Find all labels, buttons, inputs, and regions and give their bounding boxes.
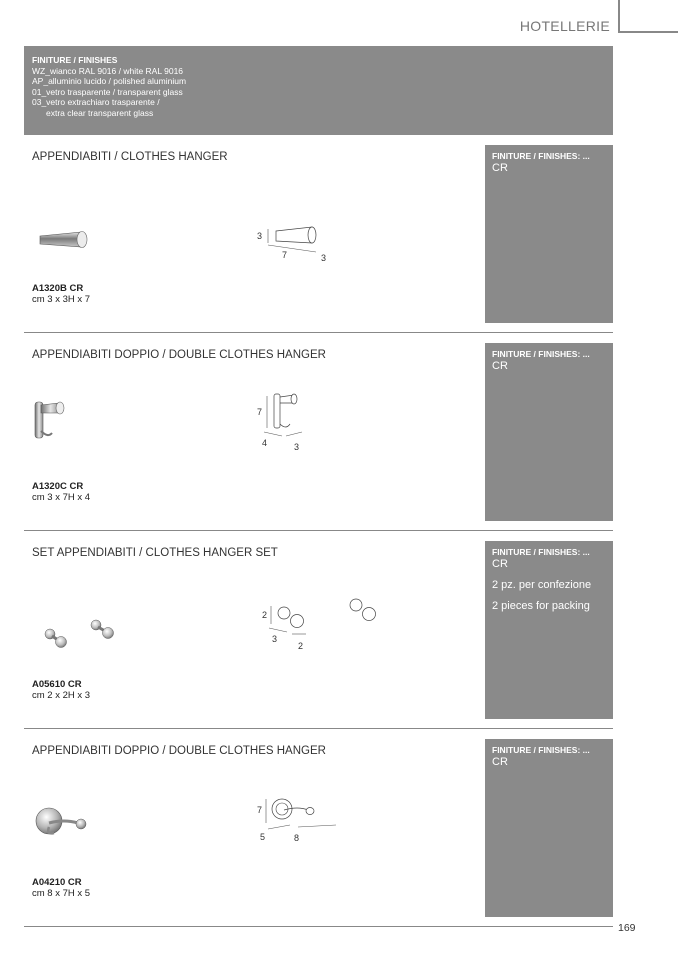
finishes-title: FINITURE / FINISHES bbox=[32, 55, 118, 65]
dim-label: 3 bbox=[257, 231, 263, 241]
hook-hanger-photo-icon bbox=[32, 395, 77, 445]
product-section bbox=[24, 541, 613, 721]
finishes-box bbox=[24, 46, 613, 135]
dim-label: 3 bbox=[321, 253, 327, 263]
straight-hanger-photo-icon bbox=[34, 225, 94, 255]
section-divider bbox=[24, 728, 613, 729]
finish-title: FINITURE / FINISHES: ... bbox=[492, 151, 590, 161]
packing-note: 2 pieces for packing bbox=[492, 600, 590, 612]
page-number: 169 bbox=[618, 922, 636, 934]
product-dimensions: cm 3 x 7H x 4 bbox=[32, 492, 91, 503]
product-dimensions: cm 3 x 3H x 7 bbox=[32, 294, 91, 305]
dim-label: 5 bbox=[260, 832, 266, 842]
section-divider bbox=[24, 332, 613, 333]
dim-label: 3 bbox=[272, 634, 278, 644]
product-title: APPENDIABITI DOPPIO / DOUBLE CLOTHES HANGER bbox=[32, 349, 326, 361]
product-title: APPENDIABITI DOPPIO / DOUBLE CLOTHES HANGER bbox=[32, 745, 326, 757]
product-dimensions: cm 2 x 2H x 3 bbox=[32, 690, 91, 701]
finish-value: CR bbox=[492, 162, 508, 174]
finish-sidebar bbox=[485, 145, 613, 323]
dim-label: 8 bbox=[294, 833, 300, 843]
product-title: APPENDIABITI / CLOTHES HANGER bbox=[32, 151, 228, 163]
finish-sidebar bbox=[485, 541, 613, 719]
finish-title: FINITURE / FINISHES: ... bbox=[492, 349, 590, 359]
dim-label: 7 bbox=[282, 250, 288, 260]
product-code: A1320B CR bbox=[32, 283, 84, 294]
header-tab-decoration bbox=[618, 0, 678, 33]
product-code: A04210 CR bbox=[32, 877, 82, 888]
hook-hanger-drawing-icon bbox=[254, 388, 324, 458]
finish-value: CR bbox=[492, 558, 508, 570]
dim-label: 2 bbox=[262, 610, 268, 620]
dim-label: 7 bbox=[257, 805, 263, 815]
finishes-line: WZ_wianco RAL 9016 / white RAL 9016 bbox=[32, 65, 184, 76]
round-double-hanger-drawing-icon bbox=[254, 791, 344, 851]
finish-title: FINITURE / FINISHES: ... bbox=[492, 547, 590, 557]
finish-title: FINITURE / FINISHES: ... bbox=[492, 745, 590, 755]
product-section bbox=[24, 739, 613, 919]
straight-hanger-drawing-icon bbox=[254, 221, 334, 266]
finishes-line: 01_vetro trasparente / transparent glass bbox=[32, 86, 183, 97]
product-section bbox=[24, 145, 613, 325]
finishes-line: AP_alluminio lucido / polished aluminium bbox=[32, 76, 187, 86]
packing-note: 2 pz. per confezione bbox=[492, 579, 592, 591]
dim-label: 7 bbox=[257, 407, 263, 417]
finishes-line: extra clear transparent glass bbox=[46, 107, 154, 118]
footer-divider bbox=[24, 926, 613, 927]
knob-hanger-set-drawing-icon bbox=[254, 596, 384, 656]
product-code: A05610 CR bbox=[32, 679, 82, 690]
dim-label: 3 bbox=[294, 442, 300, 452]
header-title: HOTELLERIE bbox=[519, 18, 610, 34]
product-title: SET APPENDIABITI / CLOTHES HANGER SET bbox=[32, 547, 278, 559]
finishes-line: 03_vetro extrachiaro trasparente / bbox=[32, 97, 160, 107]
product-code: A1320C CR bbox=[32, 481, 84, 492]
finish-value: CR bbox=[492, 756, 508, 768]
finish-sidebar bbox=[485, 343, 613, 521]
dim-label: 4 bbox=[262, 438, 268, 448]
finish-value: CR bbox=[492, 360, 508, 372]
product-dimensions: cm 8 x 7H x 5 bbox=[32, 888, 91, 899]
product-section bbox=[24, 343, 613, 523]
knob-hanger-set-photo-icon bbox=[42, 616, 117, 656]
dim-label: 2 bbox=[298, 641, 304, 651]
finish-sidebar bbox=[485, 739, 613, 917]
section-divider bbox=[24, 530, 613, 531]
round-double-hanger-photo-icon bbox=[34, 799, 94, 844]
